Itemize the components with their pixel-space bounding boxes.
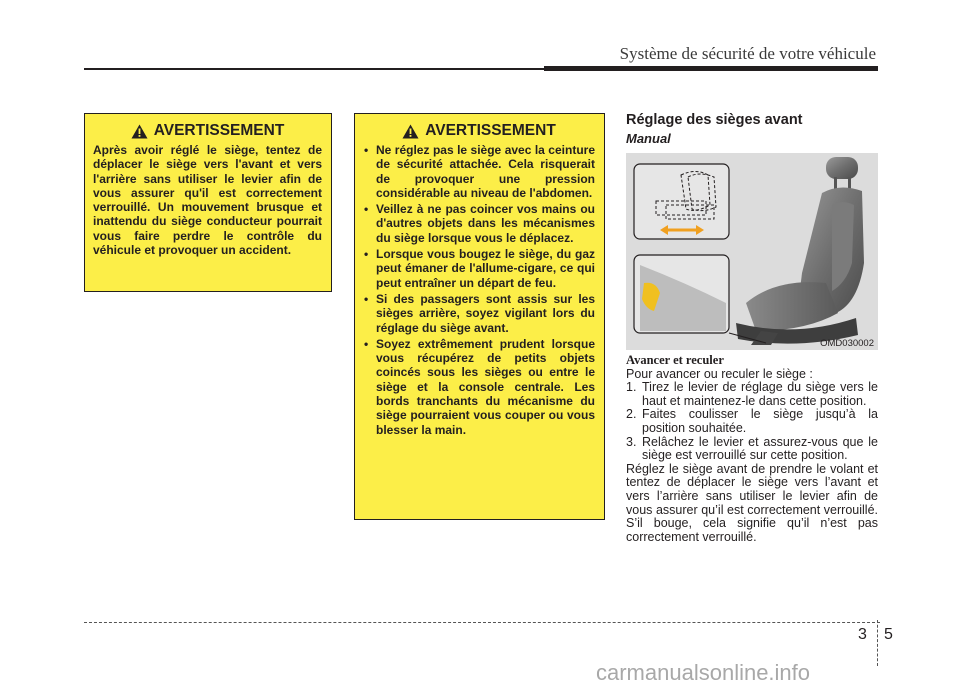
warning-list-item: • Ne réglez pas le siège avec la ceinture de sécurité attachée. Cela risquerait de provoquer une pression considérable au niveau de l'abdomen. bbox=[363, 143, 595, 200]
closing-text: Réglez le siège avant de prendre le volant et tentez de déplacer le siège vers l’avant et vers l’arrière sans utiliser le levier afin de vous assurer qu’il est correctement verrouillé. S’il bouge, cela signifie qu’il n’est pas correctement verrouillé. bbox=[626, 461, 878, 544]
warning-list-item: • Soyez extrêmement prudent lorsque vous récupérez de petits objets coincés sous les sièges ou entre le siège et la console centrale. Les bords tranchants du mécanisme du siège pourraient vous couper ou vous blesser la main. bbox=[363, 337, 595, 437]
step-text: Relâchez le levier et assurez-vous que le siège est verrouillé sur cette position. bbox=[642, 434, 878, 463]
warning-box-middle bbox=[354, 113, 605, 520]
seat-illustration bbox=[626, 153, 878, 350]
warning-list bbox=[363, 143, 595, 437]
step-item bbox=[626, 381, 878, 408]
header-rule-accent bbox=[544, 66, 878, 71]
footer-vertical-divider bbox=[877, 620, 878, 666]
footer-divider bbox=[84, 622, 880, 623]
page-number: 5 bbox=[884, 626, 893, 643]
section-body bbox=[626, 354, 878, 544]
step-number: 2. bbox=[626, 407, 637, 422]
page-header-title: Système de sécurité de votre véhicule bbox=[619, 44, 876, 63]
step-item bbox=[626, 408, 878, 435]
warning-title: AVERTISSEMENT bbox=[425, 122, 556, 139]
figure-code: OMD030002 bbox=[820, 338, 874, 349]
warning-title: AVERTISSEMENT bbox=[153, 122, 285, 139]
intro-text: Pour avancer ou reculer le siège : bbox=[626, 366, 813, 381]
warning-list-item: • Lorsque vous bougez le siège, du gaz peut émaner de l'allume-cigare, ce qui peut entraîner un départ de feu. bbox=[363, 247, 595, 290]
section-title: Réglage des sièges avant bbox=[626, 112, 803, 128]
step-text: Faites coulisser le siège jusqu’à la position souhaitée. bbox=[642, 407, 878, 435]
step-text: Tirez le levier de réglage du siège vers le haut et maintenez-le dans cette position. bbox=[642, 380, 878, 408]
warning-list-item: • Veillez à ne pas coincer vos mains ou d'autres objets dans les mécanismes du siège lorsque vous le déplacez. bbox=[363, 202, 595, 245]
section-subtitle: Manual bbox=[626, 131, 671, 146]
step-number: 3. bbox=[626, 434, 637, 449]
warning-triangle-icon bbox=[131, 124, 148, 139]
warning-box-left bbox=[84, 113, 332, 292]
chapter-number: 3 bbox=[858, 626, 867, 643]
warning-triangle-icon bbox=[402, 124, 419, 139]
step-number: 1. bbox=[626, 380, 637, 395]
warning-header bbox=[93, 122, 322, 140]
subheading: Avancer et reculer bbox=[626, 353, 724, 367]
header-rule bbox=[84, 68, 544, 70]
seat-figure bbox=[626, 153, 878, 350]
warning-header bbox=[363, 122, 595, 140]
step-item bbox=[626, 436, 878, 463]
warning-list-item: • Si des passagers sont assis sur les sièges arrière, soyez vigilant lors du réglage du siège avant. bbox=[363, 292, 595, 335]
steps-list bbox=[626, 381, 878, 463]
watermark: carmanualsonline.info bbox=[596, 660, 811, 685]
warning-text: Après avoir réglé le siège, tentez de déplacer le siège vers l'avant et vers l'arrière sans utiliser le levier afin de vous assurer qu'il est correctement verrouillé. Un mouvement brusque et inattendu du siège conducteur pourrait vous faire perdre le contrôle du véhicule et provoquer un accident. bbox=[93, 143, 322, 258]
